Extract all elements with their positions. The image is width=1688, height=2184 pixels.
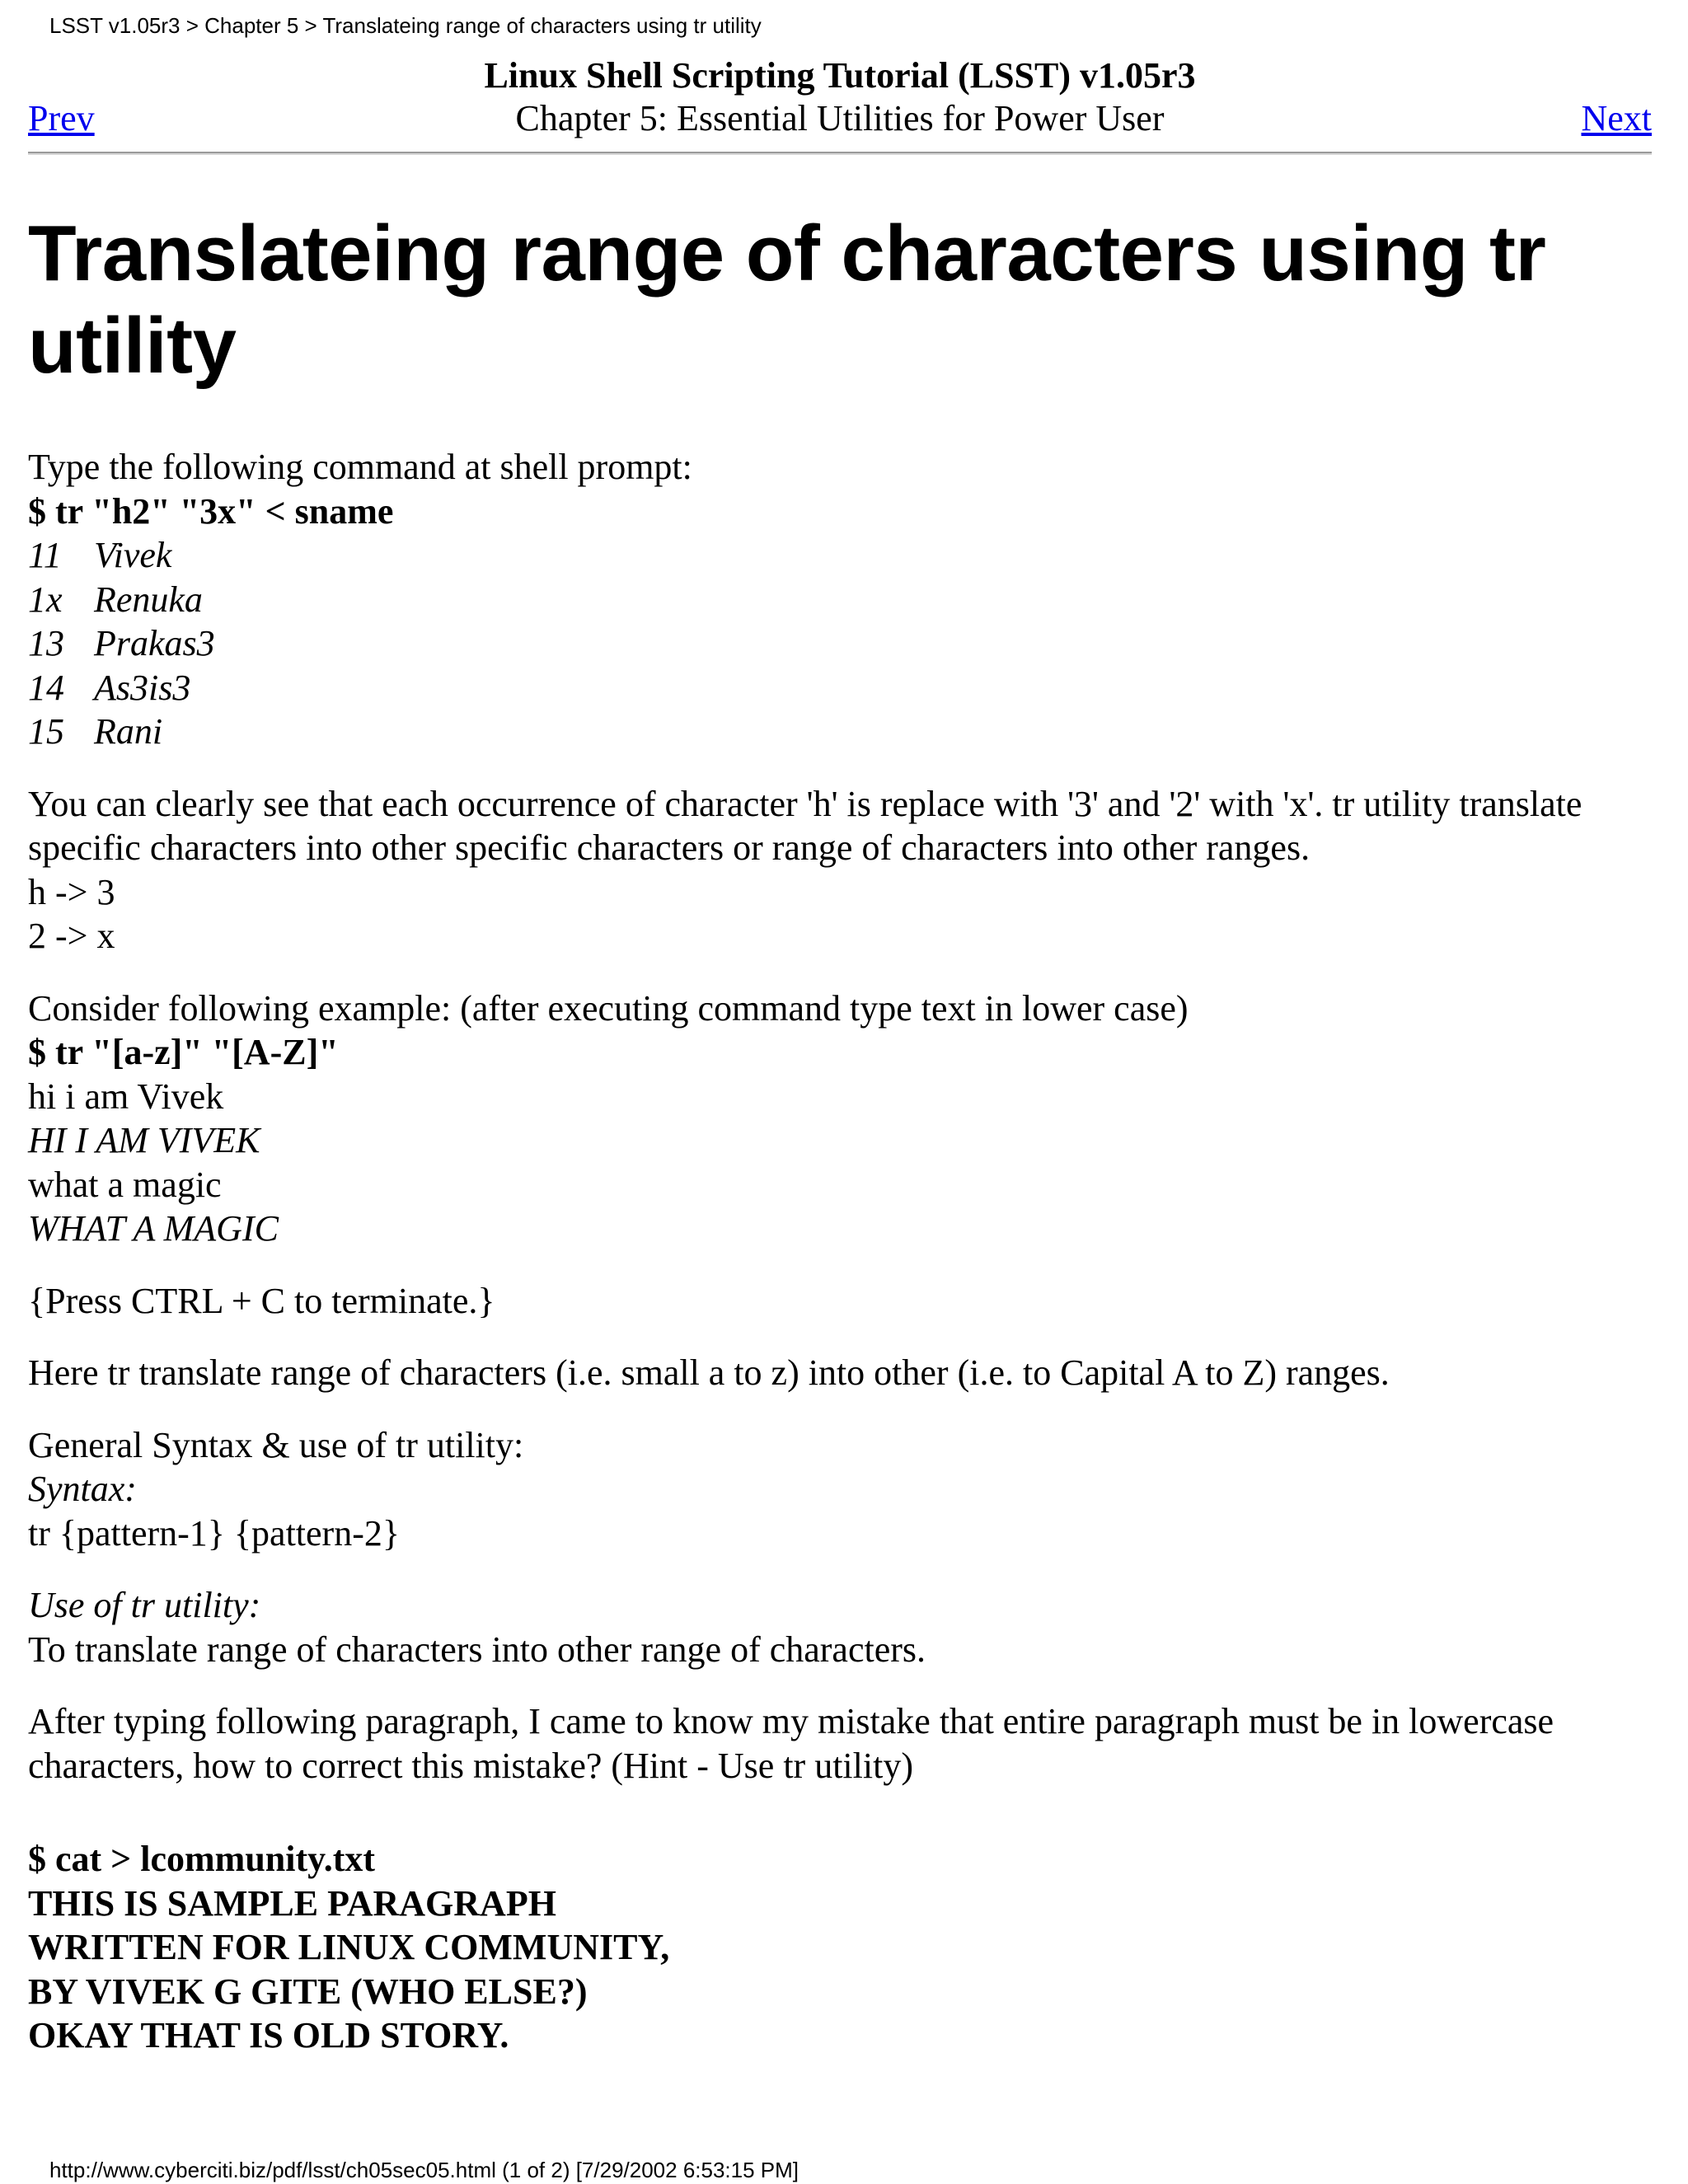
- syntax-label: Syntax:: [28, 1469, 137, 1509]
- output-name: Rani: [94, 711, 163, 752]
- output-num: 11: [28, 535, 62, 575]
- mapping-line: 2 -> x: [28, 916, 115, 956]
- range-note: Here tr translate range of characters (i.e. small a to z) into other (i.e. to Capital A to Z) ranges.: [28, 1352, 1390, 1393]
- paragraph-line: THIS IS SAMPLE PARAGRAPH: [28, 1882, 556, 1924]
- command-line: $ tr "h2" "3x" < sname: [28, 490, 394, 532]
- command-line: $ cat > lcommunity.txt: [28, 1839, 376, 1879]
- output-line: WHAT A MAGIC: [28, 1208, 279, 1249]
- output-row: [28, 578, 1664, 622]
- intro-text: Consider following example: (after executing command type text in lower case): [28, 987, 1189, 1029]
- output-num: 13: [28, 623, 64, 663]
- output-row: [28, 710, 1664, 754]
- paragraph-line: WRITTEN FOR LINUX COMMUNITY,: [28, 1927, 670, 1967]
- paragraph-line: BY VIVEK G GITE (WHO ELSE?): [28, 1971, 588, 2012]
- section-syntax: [28, 1423, 1664, 1556]
- output-name: Vivek: [94, 535, 172, 575]
- output-name: Prakas3: [94, 623, 215, 663]
- output-row: [28, 533, 1664, 578]
- output-num: 14: [28, 667, 64, 708]
- use-label: Use of tr utility:: [28, 1585, 261, 1625]
- tutorial-title: Linux Shell Scripting Tutorial (LSST) v1.05r3: [484, 55, 1196, 96]
- next-link[interactable]: Next: [1581, 98, 1652, 138]
- use-text: To translate range of characters into other range of characters.: [28, 1629, 926, 1670]
- terminate-note: {Press CTRL + C to terminate.}: [28, 1280, 495, 1321]
- section-cat-example: [28, 1837, 1664, 2058]
- article-body: [28, 445, 1664, 2086]
- output-row: [28, 666, 1664, 710]
- section-use: [28, 1583, 1664, 1671]
- header-divider: [28, 152, 1652, 155]
- output-name: Renuka: [94, 579, 203, 620]
- syntax-heading: General Syntax & use of tr utility:: [28, 1424, 524, 1465]
- input-line: hi i am Vivek: [28, 1076, 224, 1117]
- section-sname-example: [28, 445, 1664, 754]
- section-explanation: [28, 782, 1664, 958]
- mapping-line: h -> 3: [28, 871, 115, 912]
- print-footer: http://www.cyberciti.biz/pdf/lsst/ch05sec05.html (1 of 2) [7/29/2002 6:53:15 PM]: [49, 2158, 799, 2182]
- output-num: 15: [28, 711, 64, 752]
- section-range-example: [28, 987, 1664, 1251]
- exercise-text: After typing following paragraph, I came to know my mistake that entire paragraph must be in lowercase characters, how to correct this mistake? (Hint - Use tr utility): [28, 1701, 1554, 1786]
- input-line: what a magic: [28, 1164, 222, 1205]
- chapter-title: Chapter 5: Essential Utilities for Power User: [515, 98, 1165, 138]
- print-header: LSST v1.05r3 > Chapter 5 > Translateing range of characters using tr utility: [49, 13, 762, 38]
- paragraph-line: OKAY THAT IS OLD STORY.: [28, 2015, 509, 2055]
- page-title: Translateing range of characters using tr utility: [28, 209, 1546, 390]
- navigation-header: [28, 54, 1652, 145]
- command-line: $ tr "[a-z]" "[A-Z]": [28, 1032, 339, 1072]
- explanation-text: You can clearly see that each occurrence of character 'h' is replace with '3' and '2' with 'x'. tr utility translate specific characters into other specific characters or range of characters into other ranges.: [28, 783, 1582, 868]
- intro-text: Type the following command at shell prompt:: [28, 447, 692, 487]
- output-num: 1x: [28, 579, 63, 620]
- prev-link[interactable]: Prev: [28, 98, 95, 138]
- output-line: HI I AM VIVEK: [28, 1120, 260, 1160]
- output-name: As3is3: [94, 667, 191, 708]
- output-row: [28, 621, 1664, 666]
- syntax-form: tr {pattern-1} {pattern-2}: [28, 1512, 400, 1554]
